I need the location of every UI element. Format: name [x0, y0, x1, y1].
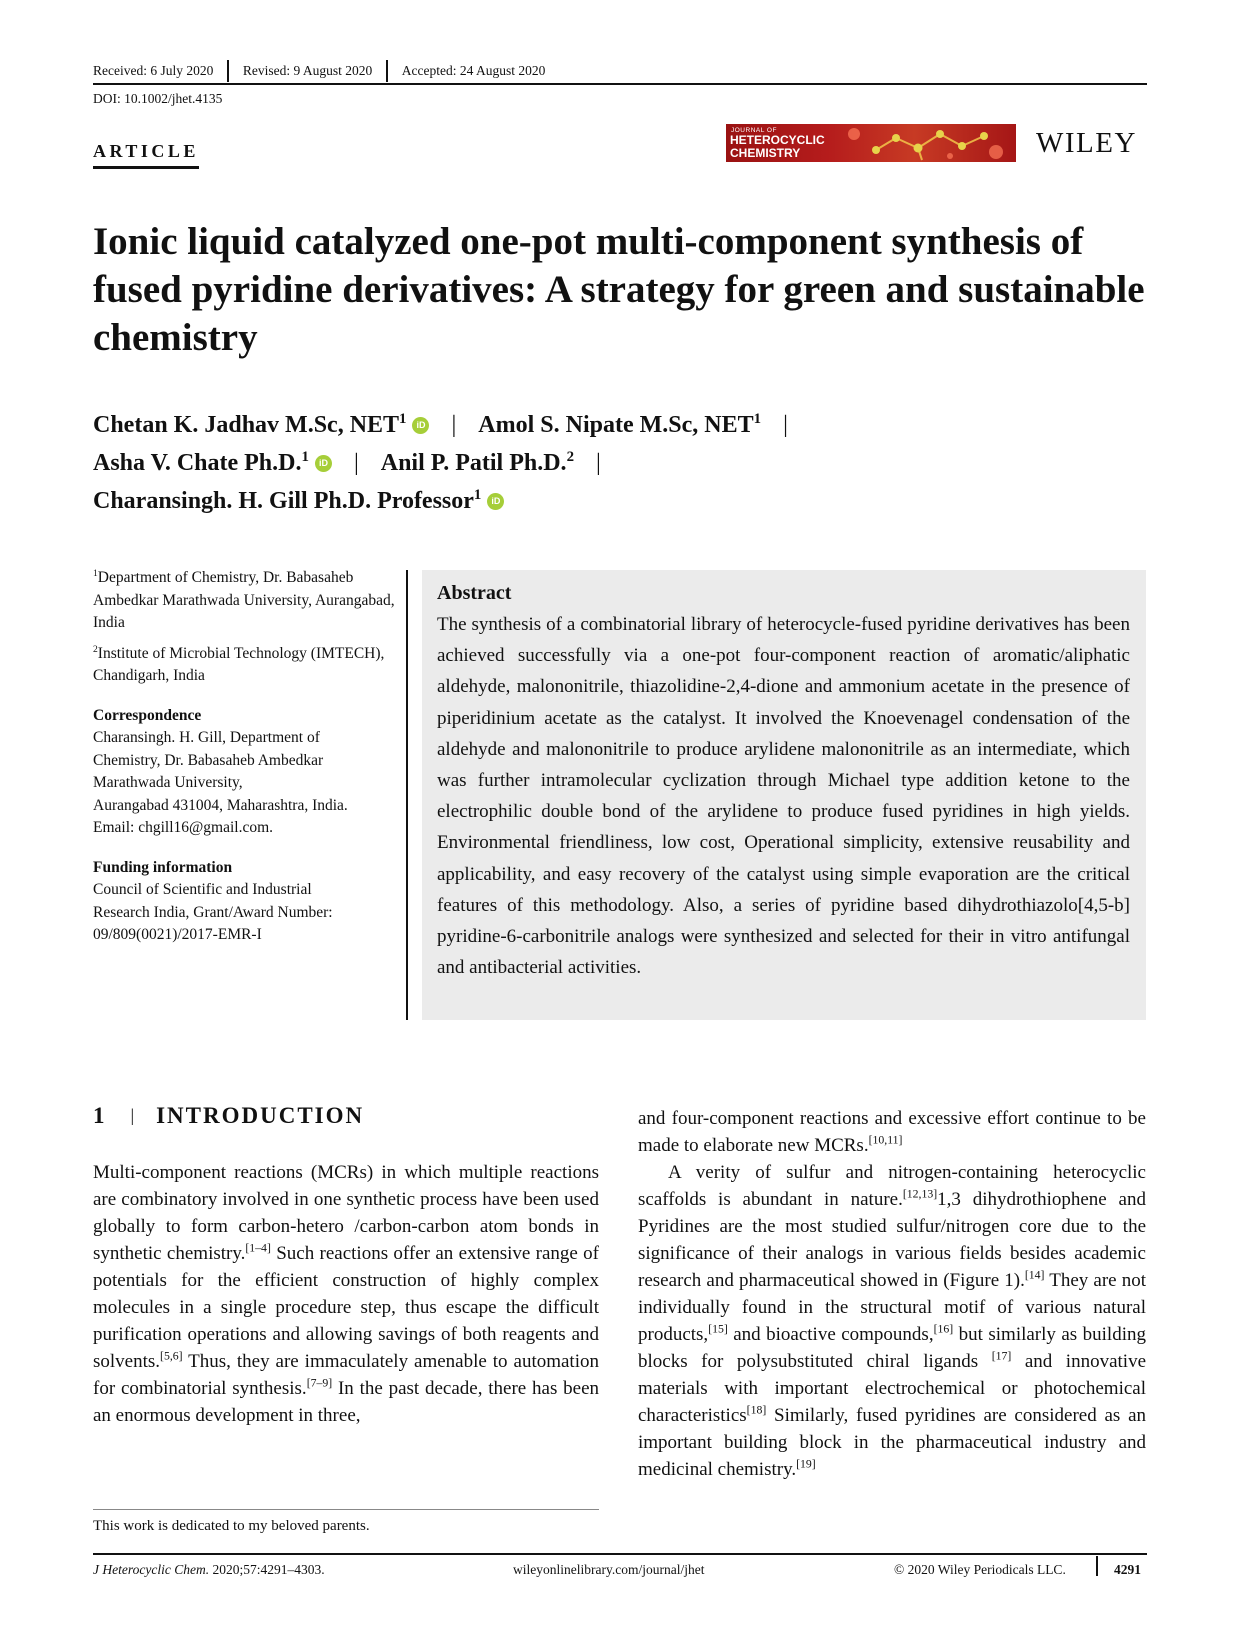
- section-title: INTRODUCTION: [156, 1103, 365, 1128]
- journal-name-line1: JOURNAL OF: [731, 127, 777, 134]
- abstract-heading: Abstract: [437, 582, 512, 604]
- revised-date: Revised: 9 August 2020: [242, 63, 373, 78]
- footnote: This work is dedicated to my beloved parents.: [93, 1518, 370, 1534]
- footnote-rule: [93, 1509, 599, 1510]
- author-separator: |: [596, 450, 601, 476]
- orcid-icon[interactable]: iD: [315, 455, 332, 472]
- citation-ref[interactable]: [14]: [1024, 1268, 1045, 1282]
- copyright: © 2020 Wiley Periodicals LLC.: [894, 1562, 1066, 1577]
- affiliation-1: $^1$Department of Chemistry, Dr. Babasaheb Ambedkar Marathwada University, Aurangabad, India: [93, 567, 395, 631]
- journal-url[interactable]: wileyonlinelibrary.com/journal/jhet: [513, 1562, 705, 1577]
- received-date: Received: 6 July 2020: [93, 63, 214, 78]
- history-dates: [93, 60, 545, 82]
- author-separator: |: [451, 412, 457, 438]
- intro-paragraph-left: Multi-component reactions (MCRs) in which multiple reactions are combinatory involved in one synthetic process have been used globally to form carbon-hetero /carbon-carbon atom bonds in synthetic chemistry.[1–4] Such reactions offer an extensive range of potentials for the efficient construction of highly complex molecules in a single procedure step, thus escape the difficult purification operations and allowing savings of both reagents and solvents.[5,6] Thus, they are immaculately amenable to automation for combinatorial synthesis.[7–9] In the past decade, there has been an enormous development in three,: [93, 1162, 599, 1426]
- funding-line: Council of Scientific and Industrial: [93, 881, 312, 898]
- publisher-logo[interactable]: WILEY: [1036, 127, 1137, 159]
- column-divider: [406, 570, 408, 1020]
- citation-ref[interactable]: [19]: [796, 1457, 816, 1471]
- abstract-text: The synthesis of a combinatorial library of heterocycle-fused pyridine derivatives has been achieved successfully via a one-pot four-component reaction of aromatic/aliphatic aldehyde, malononitrile, thiazolidine-2,4-dione and ammonium acetate in the presence of piperidinium acetate as the catalyst. It involved the Knoevenagel condensation of the aldehyde and malononitrile to produce arylidene malononitrile as an intermediate, which was further intramolecular cyclization through Michael type addition ketone to the electrophilic double bond of the arylidene to produce fused pyridines in high yields. Environmental friendliness, low cost, Operational simplicity, extensive reusability and applicability, and easy recovery of the catalyst using simple evaporation are the critical features of this methodology. Also, a series of pyridine based dihydrothiazolo[4,5-b] pyridine-6-carbonitrile analogs were synthesized and selected for their in vitro antifungal and antibacterial activities.: [437, 614, 1130, 979]
- correspondence-line: Marathwada University,: [93, 774, 243, 791]
- correspondence-line: Chemistry, Dr. Babasaheb Ambedkar: [93, 751, 324, 769]
- funding-line: Research India, Grant/Award Number:: [93, 903, 333, 921]
- orcid-icon[interactable]: iD: [412, 417, 429, 434]
- article-info: [93, 567, 403, 947]
- affiliation-marker: 1: [301, 449, 309, 465]
- affiliation-marker: 2: [566, 449, 574, 465]
- date-separator: [386, 60, 388, 82]
- journal-name-line2: HETEROCYCLIC: [730, 133, 825, 147]
- author-name[interactable]: Anil P. Patil Ph.D.: [380, 450, 567, 476]
- page-number: 4291: [1114, 1562, 1141, 1577]
- affiliation-marker: 1: [753, 411, 762, 427]
- section-number: 1: [93, 1103, 107, 1128]
- journal-name-line3: CHEMISTRY: [730, 146, 801, 160]
- correspondence-email[interactable]: Email: chgill16@gmail.com.: [93, 819, 274, 836]
- author-name[interactable]: Amol S. Nipate M.Sc, NET: [478, 412, 754, 438]
- footer-citation: [93, 1562, 325, 1578]
- author-name[interactable]: Charansingh. H. Gill Ph.D. Professor: [93, 488, 474, 514]
- author-name[interactable]: Chetan K. Jadhav M.Sc, NET: [93, 412, 400, 438]
- footer-separator: [1096, 1556, 1098, 1576]
- author-separator: |: [353, 450, 359, 476]
- paper-title: Ionic liquid catalyzed one-pot multi-component synthesis of fused pyridine derivatives: A strategy for green and sustainable chemistry: [93, 220, 1145, 359]
- citation-ref[interactable]: [18]: [746, 1403, 767, 1417]
- citation-ref[interactable]: [12,13]: [902, 1187, 938, 1201]
- affiliation-2: $^2$Institute of Microbial Technology (IMTECH), Chandigarh, India: [93, 643, 385, 684]
- citation-ref[interactable]: [17]: [991, 1349, 1012, 1363]
- date-separator: [227, 60, 229, 82]
- citation-ref[interactable]: [15]: [708, 1322, 728, 1336]
- journal-logo[interactable]: [726, 124, 1016, 162]
- correspondence-line: Aurangabad 431004, Maharashtra, India.: [93, 796, 348, 814]
- citation-ref[interactable]: [1–4]: [245, 1241, 271, 1255]
- funding-line: 09/809(0021)/2017-EMR-I: [93, 926, 262, 943]
- affiliation-marker: 1: [473, 487, 482, 503]
- intro-column-right: [638, 1105, 1146, 1483]
- correspondence-heading: Correspondence: [93, 706, 202, 724]
- footer-rule: [93, 1553, 1147, 1555]
- author-separator: |: [783, 412, 788, 438]
- article-type-label: ARTICLE: [93, 141, 199, 169]
- citation-ref[interactable]: [5,6]: [160, 1349, 183, 1363]
- affiliation-marker: 1: [399, 411, 407, 427]
- orcid-icon[interactable]: iD: [487, 493, 504, 510]
- volume-pages: 2020;57:4291–4303.: [212, 1562, 325, 1577]
- intro-paragraph: A verity of sulfur and nitrogen-containing heterocyclic scaffolds is abundant in nature.[12,13]1,3 dihydrothiophene and Pyridines are the most studied sulfur/nitrogen core due to the significance of their analogs in various fields besides academic research and pharmaceutical showed in (Figure 1).[14] They are not individually found in the structural motif of various natural products,[15] and bioactive compounds,[16] but similarly as building blocks for polysubstituted chiral ligands [17] and innovative materials with important electrochemical or photochemical characteristics[18] Similarly, fused pyridines are considered as an important building block in the pharmaceutical industry and medicinal chemistry.[19]: [638, 1162, 1146, 1480]
- citation-ref[interactable]: [16]: [933, 1322, 954, 1336]
- author-name[interactable]: Asha V. Chate Ph.D.: [93, 450, 302, 476]
- funding-heading: Funding information: [93, 858, 233, 876]
- citation-ref[interactable]: [7–9]: [306, 1376, 333, 1390]
- intro-paragraph: and four-component reactions and excessive effort continue to be made to elaborate new MCRs.[10,11]: [638, 1108, 1146, 1156]
- correspondence-line: Charansingh. H. Gill, Department of: [93, 729, 320, 746]
- abstract-box: [422, 570, 1146, 1020]
- author-list: [93, 406, 810, 520]
- section-heading: 1 | INTRODUCTION: [93, 1103, 365, 1128]
- citation-ref[interactable]: [10,11]: [868, 1133, 903, 1147]
- journal-abbrev: J Heterocyclic Chem.: [93, 1562, 210, 1577]
- header-rule: [93, 83, 1147, 85]
- doi[interactable]: DOI: 10.1002/jhet.4135: [93, 91, 223, 106]
- accepted-date: Accepted: 24 August 2020: [401, 63, 546, 78]
